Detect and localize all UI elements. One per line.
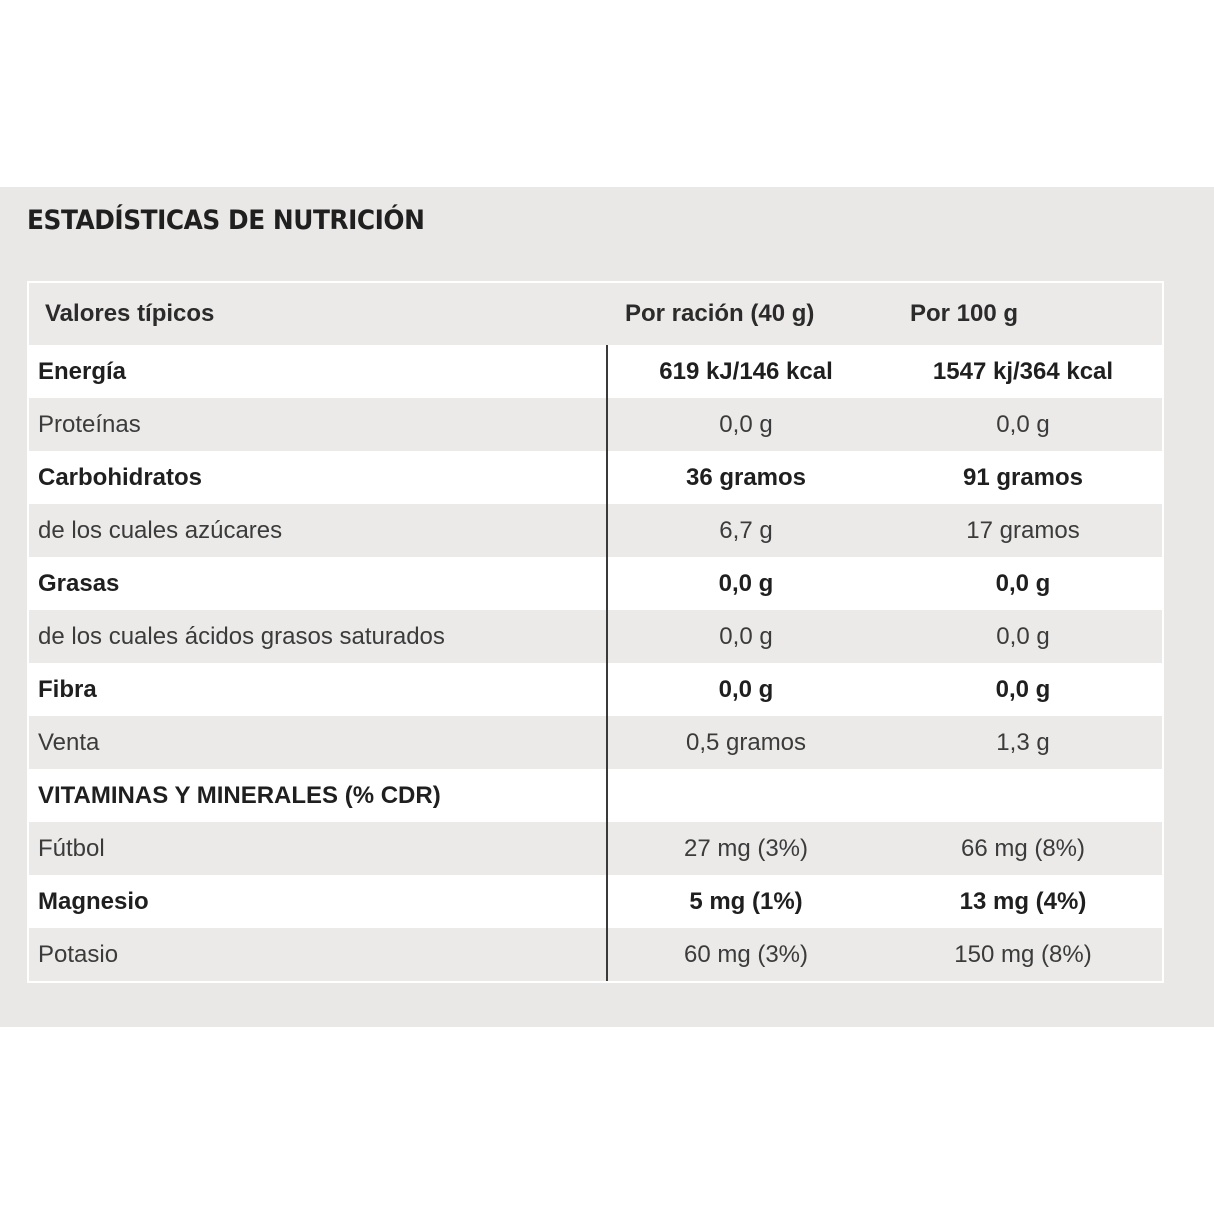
nutrient-label: Venta — [29, 716, 607, 769]
per-serving-value: 6,7 g — [607, 504, 884, 557]
per-100g-value: 91 gramos — [884, 451, 1162, 504]
header-per-serving: Por ración (40 g) — [607, 283, 884, 345]
nutrition-table — [29, 283, 1162, 981]
per-serving-value: 0,0 g — [607, 398, 884, 451]
header-row — [29, 283, 1162, 345]
per-100g-value: 1547 kj/364 kcal — [884, 345, 1162, 398]
nutrient-label: Carbohidratos — [29, 451, 607, 504]
per-serving-value: 0,5 gramos — [607, 716, 884, 769]
per-100g-value: 150 mg (8%) — [884, 928, 1162, 981]
per-100g-value: 0,0 g — [884, 557, 1162, 610]
header-typical-values: Valores típicos — [29, 283, 607, 345]
table-row — [29, 557, 1162, 610]
table-row — [29, 398, 1162, 451]
per-serving-value: 27 mg (3%) — [607, 822, 884, 875]
table-row — [29, 822, 1162, 875]
table-row — [29, 663, 1162, 716]
nutrient-label: de los cuales ácidos grasos saturados — [29, 610, 607, 663]
nutrient-label: Proteínas — [29, 398, 607, 451]
per-serving-value: 60 mg (3%) — [607, 928, 884, 981]
table-row — [29, 610, 1162, 663]
per-serving-value: 0,0 g — [607, 610, 884, 663]
per-100g-value: 17 gramos — [884, 504, 1162, 557]
table-row — [29, 504, 1162, 557]
table-row — [29, 928, 1162, 981]
per-100g-value: 1,3 g — [884, 716, 1162, 769]
per-100g-value: 0,0 g — [884, 610, 1162, 663]
per-100g-value: 0,0 g — [884, 398, 1162, 451]
table-body — [29, 345, 1162, 981]
per-serving-value: 0,0 g — [607, 557, 884, 610]
nutrient-label: Magnesio — [29, 875, 607, 928]
per-100g-value: 66 mg (8%) — [884, 822, 1162, 875]
per-serving-value: 5 mg (1%) — [607, 875, 884, 928]
nutrient-label: VITAMINAS Y MINERALES (% CDR) — [29, 769, 607, 822]
per-serving-value — [607, 769, 884, 822]
nutrient-label: Grasas — [29, 557, 607, 610]
nutrient-label: Energía — [29, 345, 607, 398]
table-row — [29, 451, 1162, 504]
per-serving-value: 619 kJ/146 kcal — [607, 345, 884, 398]
per-100g-value: 13 mg (4%) — [884, 875, 1162, 928]
nutrient-label: de los cuales azúcares — [29, 504, 607, 557]
table-header — [29, 283, 1162, 345]
per-serving-value: 36 gramos — [607, 451, 884, 504]
nutrient-label: Fibra — [29, 663, 607, 716]
nutrient-label: Potasio — [29, 928, 607, 981]
per-100g-value: 0,0 g — [884, 663, 1162, 716]
per-serving-value: 0,0 g — [607, 663, 884, 716]
table-row — [29, 716, 1162, 769]
nutrition-panel — [0, 187, 1214, 1027]
nutrition-table-wrapper — [27, 281, 1164, 983]
table-row — [29, 769, 1162, 822]
header-per-100g: Por 100 g — [884, 283, 1162, 345]
table-row — [29, 875, 1162, 928]
nutrient-label: Fútbol — [29, 822, 607, 875]
per-100g-value — [884, 769, 1162, 822]
table-row — [29, 345, 1162, 398]
panel-title: ESTADÍSTICAS DE NUTRICIÓN — [27, 205, 425, 236]
